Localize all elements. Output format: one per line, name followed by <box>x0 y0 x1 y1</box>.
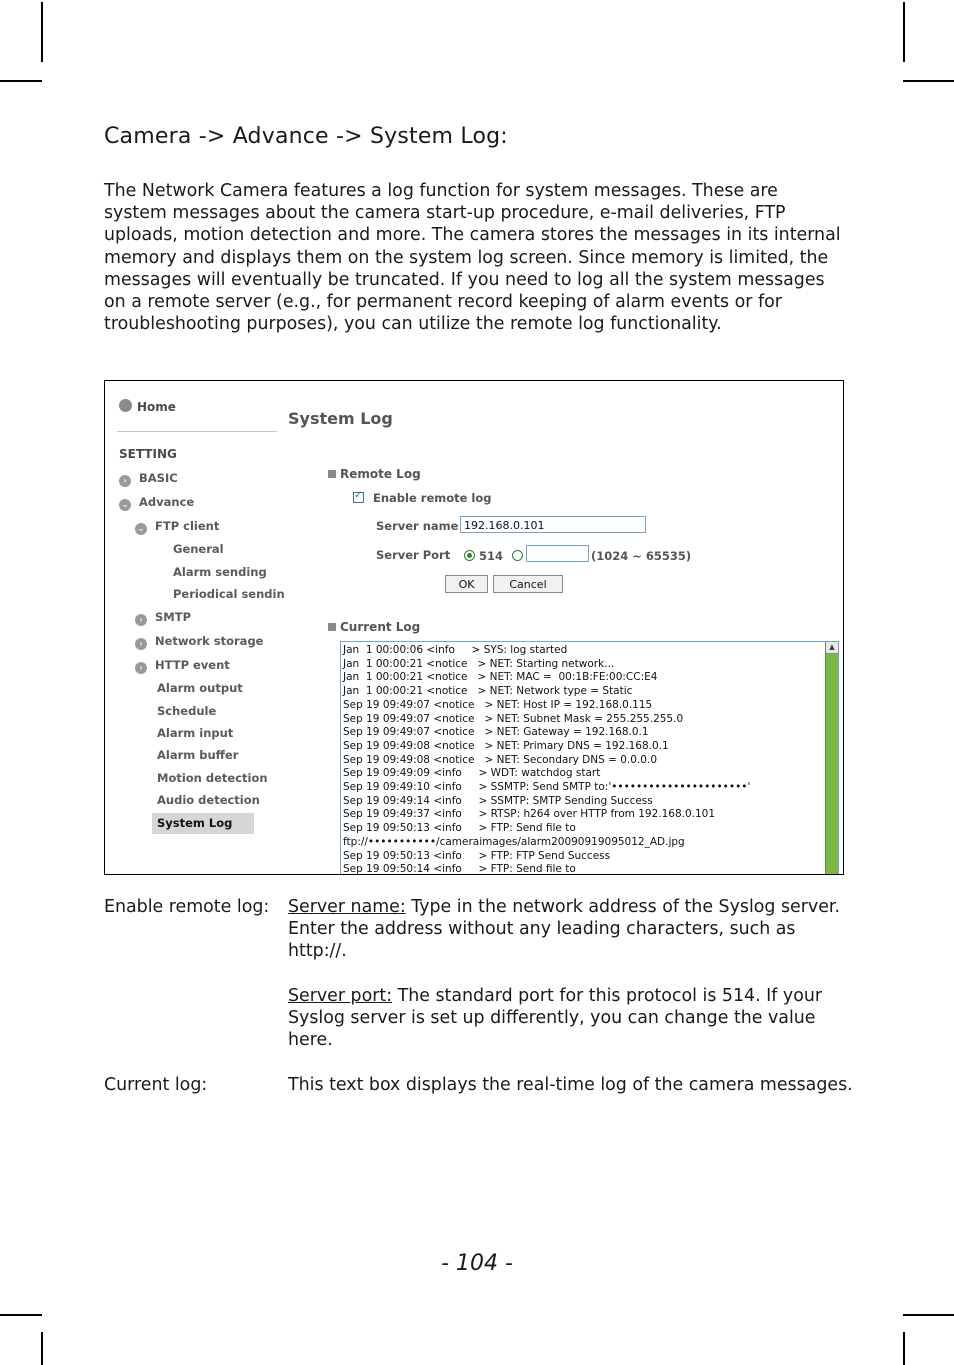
log-line: Jan 1 00:00:21 <notice > NET: Starting network... <box>343 657 615 670</box>
port-default-option[interactable] <box>464 549 523 563</box>
log-line: Sep 19 09:49:07 <notice > NET: Subnet Mask = 255.255.255.0 <box>343 712 684 725</box>
sidebar-item-label: Advance <box>139 495 195 509</box>
log-line: Sep 19 09:49:08 <notice > NET: Primary DNS = 192.168.0.1 <box>343 739 669 752</box>
remote-log-section <box>328 467 421 481</box>
page-number: - 104 - <box>441 1251 513 1276</box>
sidebar-item[interactable] <box>157 748 238 762</box>
server-port-term: Server port: <box>288 985 393 1006</box>
sidebar-item[interactable] <box>173 542 224 556</box>
log-line: Sep 19 09:50:13 <info > FTP: Send file to <box>343 822 576 835</box>
setting-heading: SETTING <box>119 447 177 461</box>
log-lines <box>343 644 750 875</box>
sidebar-item-label: Periodical sendin <box>173 587 285 601</box>
port-default-radio[interactable] <box>464 550 475 561</box>
crop-mark <box>0 1314 42 1316</box>
current-log-section <box>328 620 420 634</box>
log-line: Sep 19 09:49:09 <info > WDT: watchdog start <box>343 767 601 780</box>
section-heading: Camera -> Advance -> System Log: <box>104 124 508 149</box>
intro-paragraph: The Network Camera features a log function for system messages. These are system messages about the camera start-up procedure, e-mail deliveries, FTP uploads, motion detection and more. The camera stores the messages in its internal memory and displays them on the system log screen. Since memory is limited, the messages will eventually be truncated. If you need to log all the system messages on a remote server (e.g., for permanent record keeping of alarm events or for troubleshooting purposes), you can utilize the remote log functionality. <box>104 181 841 335</box>
port-default-label: 514 <box>479 549 504 563</box>
sidebar-item-label: SMTP <box>155 610 191 624</box>
log-line: Sep 19 09:49:08 <notice > NET: Secondary DNS = 0.0.0.0 <box>343 753 657 766</box>
sidebar-item-label: Alarm sending <box>173 565 267 579</box>
sidebar-item-label: Network storage <box>155 634 264 648</box>
log-line: Sep 19 09:49:14 <info > SSMTP: SMTP Sending Success <box>343 794 653 807</box>
crop-mark <box>0 80 42 82</box>
crop-mark <box>903 2 905 62</box>
crop-mark <box>903 1314 954 1316</box>
crop-mark <box>41 2 43 62</box>
expand-arrow-icon: › <box>135 614 147 626</box>
log-line: Sep 19 09:50:14 <info > FTP: Send file to <box>343 863 576 875</box>
server-port-definition <box>288 985 854 1052</box>
sidebar-item-label: BASIC <box>139 471 178 485</box>
system-log-panel <box>288 381 843 874</box>
server-port-text: The standard port for this protocol is 514. If your Syslog server is set up differently, you can change the value here. <box>288 985 823 1051</box>
log-line: Sep 19 09:49:10 <info > SSMTP: Send SMTP to:'••••••••••••••••••••••' <box>343 781 751 794</box>
expand-arrow-icon: ⌄ <box>135 523 147 535</box>
panel-title: System Log <box>288 409 393 428</box>
home-link[interactable] <box>119 399 176 414</box>
sidebar-item[interactable] <box>157 793 260 807</box>
expand-arrow-icon: › <box>135 638 147 650</box>
log-scrollbar[interactable] <box>825 642 838 875</box>
server-name-label: Server name <box>376 519 459 533</box>
log-line: ftp://•••••••••••/cameraimages/alarm20090919095012_AD.jpg <box>343 835 685 848</box>
sidebar-item[interactable] <box>119 471 178 487</box>
sidebar-item-label: System Log <box>157 816 233 830</box>
port-range-hint: (1024 ~ 65535) <box>591 549 692 563</box>
sidebar-item-label: General <box>173 542 224 556</box>
ok-button[interactable]: OK <box>445 575 488 593</box>
log-line: Sep 19 09:49:07 <notice > NET: Gateway = 192.168.0.1 <box>343 726 649 739</box>
port-custom-input[interactable] <box>526 545 589 562</box>
sidebar-item-label: Alarm input <box>157 726 234 740</box>
definition-term: Current log: <box>104 1074 208 1095</box>
enable-remote-log-label: Enable remote log <box>373 491 492 505</box>
home-icon <box>119 399 132 412</box>
sidebar-item-label: Audio detection <box>157 793 260 807</box>
log-line: Jan 1 00:00:06 <info > SYS: log started <box>343 644 568 656</box>
cancel-button[interactable]: Cancel <box>493 575 563 593</box>
log-line: Sep 19 09:50:13 <info > FTP: FTP Send Success <box>343 849 611 862</box>
sidebar-item[interactable] <box>119 495 194 511</box>
expand-arrow-icon: › <box>119 475 131 487</box>
definition-term: Enable remote log: <box>104 897 270 917</box>
sidebar-item-label: Schedule <box>157 704 217 718</box>
server-name-term: Server name: <box>288 897 406 917</box>
port-custom-radio[interactable] <box>512 550 523 561</box>
sidebar-item-label: Motion detection <box>157 771 268 785</box>
crop-mark <box>41 1332 43 1365</box>
sidebar-item[interactable] <box>173 565 267 579</box>
sidebar-item[interactable] <box>173 587 285 601</box>
sidebar-divider <box>117 431 277 432</box>
expand-arrow-icon: ⌄ <box>119 499 131 511</box>
current-log-label: Current Log <box>340 620 421 634</box>
home-label: Home <box>137 400 176 414</box>
system-log-screenshot <box>104 380 844 875</box>
sidebar-item-label: Alarm output <box>157 681 243 695</box>
sidebar-item-label: HTTP event <box>155 658 230 672</box>
remote-log-label: Remote Log <box>340 467 421 481</box>
sidebar-item[interactable] <box>135 519 219 535</box>
server-name-text: Type in the network address of the Syslog server. Enter the address without any leading characters, such as http://. <box>288 897 840 962</box>
sidebar-item[interactable] <box>152 813 254 834</box>
current-log-definition: This text box displays the real-time log of the camera messages. <box>288 1074 853 1095</box>
server-port-label: Server Port <box>376 548 451 562</box>
log-line: Jan 1 00:00:21 <notice > NET: Network type = Static <box>343 685 633 698</box>
definition-description <box>288 1074 854 1096</box>
definition-current-log <box>104 1074 854 1096</box>
sidebar-item-label: Alarm buffer <box>157 748 239 762</box>
current-log-textarea[interactable] <box>340 641 839 875</box>
definition-enable-remote-log <box>104 896 854 1051</box>
sidebar-item[interactable] <box>157 681 243 695</box>
sidebar-item[interactable] <box>135 658 230 674</box>
section-collapse-icon[interactable] <box>328 623 336 631</box>
scroll-up-icon[interactable]: ▲ <box>826 642 838 654</box>
log-line: Sep 19 09:49:37 <info > RTSP: h264 over HTTP from 192.168.0.101 <box>343 808 716 821</box>
intro-text <box>104 180 844 335</box>
sidebar-item[interactable] <box>157 726 233 740</box>
log-line: Jan 1 00:00:21 <notice > NET: MAC = 00:1B:FE:00:CC:E4 <box>343 671 658 684</box>
settings-sidebar <box>105 381 285 874</box>
sidebar-item[interactable] <box>135 634 263 650</box>
enable-remote-log-checkbox[interactable] <box>353 492 364 503</box>
field-definitions <box>104 896 854 1096</box>
crop-mark <box>903 80 954 82</box>
section-collapse-icon[interactable] <box>328 470 336 478</box>
sidebar-item[interactable] <box>157 771 268 785</box>
sidebar-item-label: FTP client <box>155 519 220 533</box>
server-name-definition <box>288 896 854 963</box>
definition-description <box>288 896 854 1051</box>
crop-mark <box>903 1332 905 1365</box>
sidebar-item[interactable] <box>157 704 216 718</box>
log-line: Sep 19 09:49:07 <notice > NET: Host IP = 192.168.0.115 <box>343 698 653 711</box>
sidebar-item[interactable] <box>135 610 191 626</box>
server-name-input[interactable]: 192.168.0.101 <box>460 516 646 533</box>
expand-arrow-icon: › <box>135 662 147 674</box>
enable-remote-log-row <box>353 491 492 505</box>
